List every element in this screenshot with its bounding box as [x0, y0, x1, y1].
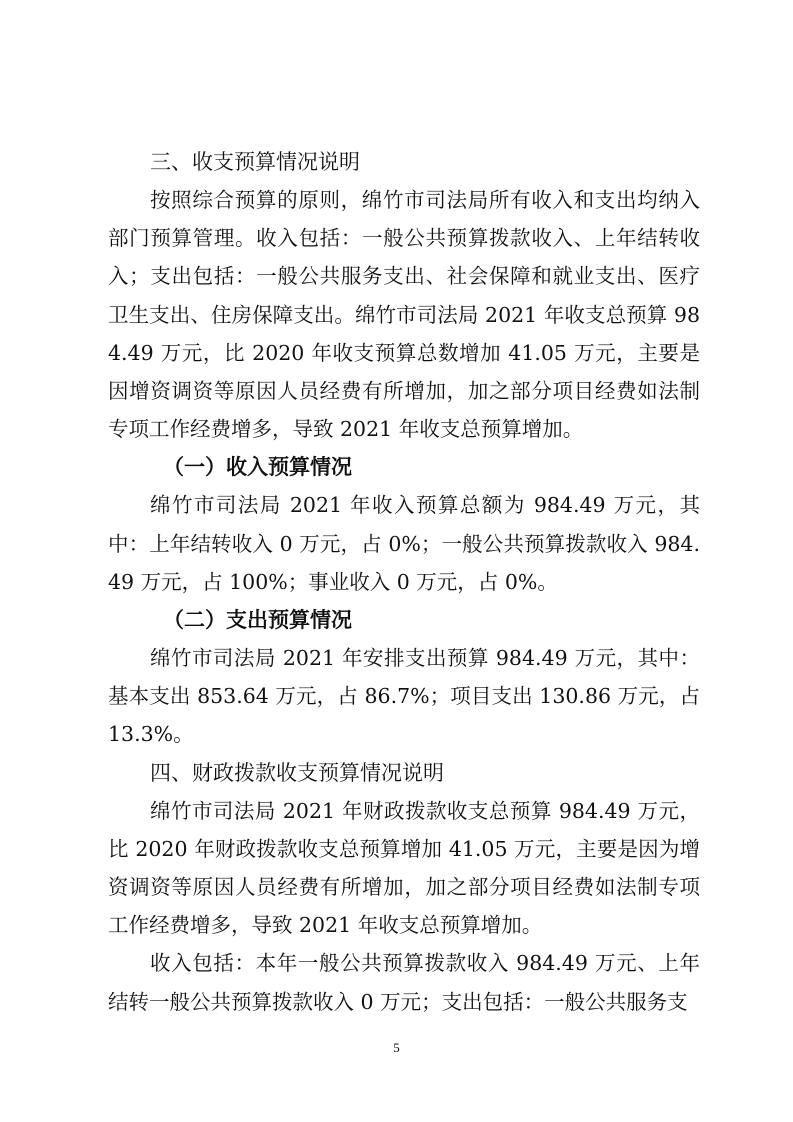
subsection-heading-expenditure: （二）支出预算情况 [163, 608, 352, 633]
paragraph-expenditure-budget: 绵竹市司法局 2021 年安排支出预算 984.49 万元，其中：基本支出 853.64 万元，占 86.7%；项目支出 130.86 万元，占 13.3%。 [108, 646, 700, 747]
section-heading-4: 四、财政拨款收支预算情况说明 [150, 760, 444, 785]
paragraph-income-budget: 绵竹市司法局 2021 年收入预算总额为 984.49 万元，其中：上年结转收入 0 万元，占 0%；一般公共预算拨款收入 984.49 万元，占 100%；事业收入 0 万元，占 0%。 [108, 493, 700, 594]
subsection-heading-income: （一）收入预算情况 [163, 455, 352, 480]
paragraph-fiscal-appropriation: 绵竹市司法局 2021 年财政拨款收支总预算 984.49 万元，比 2020 年财政拨款收支总预算增加 41.05 万元，主要是因为增资调资等原因人员经费有所增加，加之部分项目经费如法制专项工作经费增多，导致 2021 年收支总预算增加。 [108, 798, 700, 938]
section-heading-3: 三、收支预算情况说明 [150, 150, 360, 174]
paragraph-budget-principle: 按照综合预算的原则，绵竹市司法局所有收入和支出均纳入部门预算管理。收入包括：一般公共预算拨款收入、上年结转收入；支出包括：一般公共服务支出、社会保障和就业支出、医疗卫生支出、住房保障支出。绵竹市司法局 2021 年收支总预算 984.49 万元，比 2020 年收支预算总数增加 41.05 万元，主要是因增资调资等原因人员经费有所增加，加之部分项目经费如法制专项工作经费增多，导致 2021 年收支总预算增加。 [108, 188, 700, 442]
page-number: 5 [393, 1040, 400, 1055]
page-body [108, 143, 700, 1021]
paragraph-fiscal-income-items: 收入包括：本年一般公共预算拨款收入 984.49 万元、上年结转一般公共预算拨款收入 0 万元；支出包括：一般公共服务支 [108, 951, 700, 1014]
